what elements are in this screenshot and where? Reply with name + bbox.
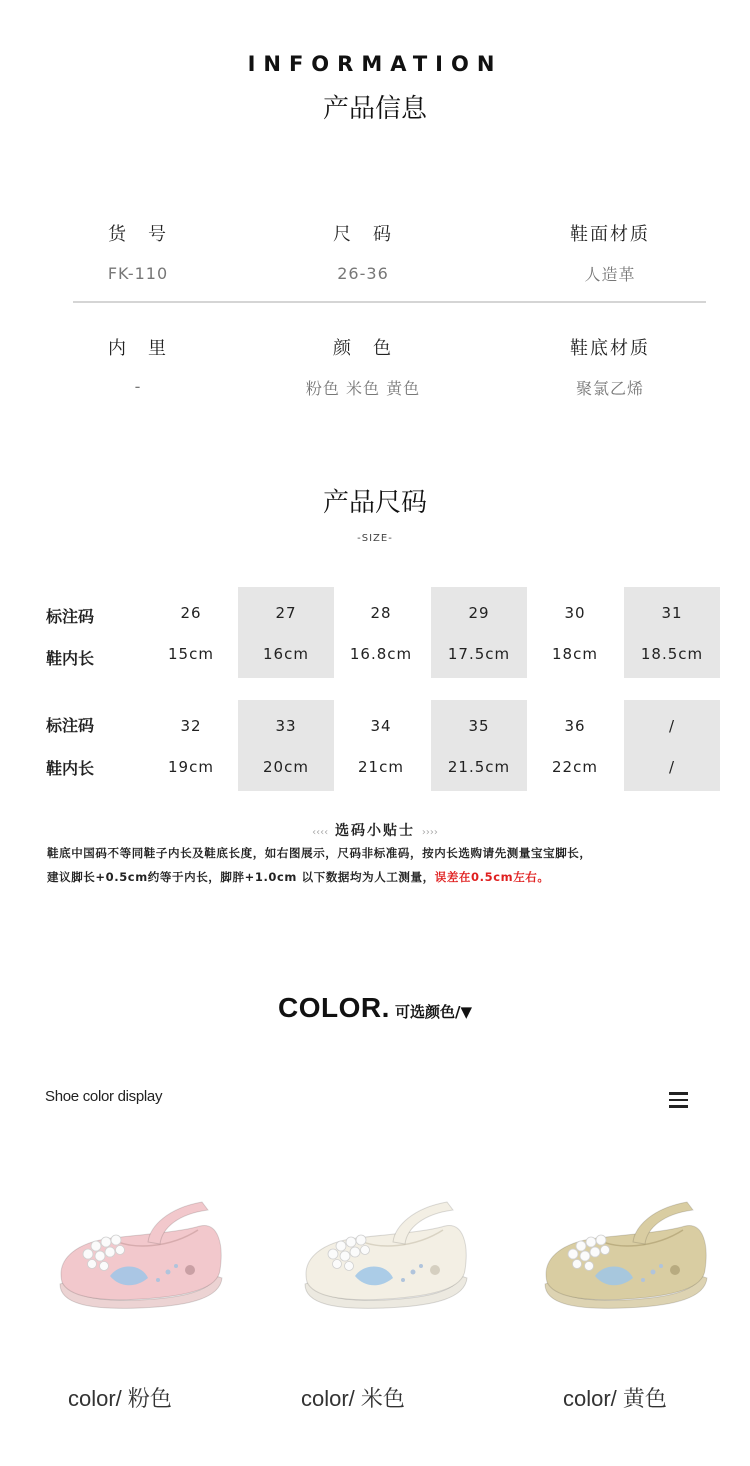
spec-value-upper-material: 人造革 <box>584 265 636 284</box>
section-title-en: INFORMATION <box>247 52 503 76</box>
length-value: 17.5cm <box>447 645 511 663</box>
size-column <box>143 700 239 791</box>
shoe-image-yellow <box>535 1196 715 1326</box>
spec-value-color: 粉色 米色 黄色 <box>305 379 421 398</box>
spec-divider <box>73 301 706 303</box>
spec-label-item-no: 货 号 <box>108 224 168 245</box>
shoe-image-pink <box>50 1196 230 1326</box>
size-value: 30 <box>564 604 586 622</box>
size-value: 33 <box>275 717 297 735</box>
section-title-cn: 产品信息 <box>322 94 427 124</box>
spec-label-lining: 内 里 <box>108 338 168 359</box>
spec-label-upper-material: 鞋面材质 <box>570 224 650 245</box>
length-value: 21.5cm <box>447 758 511 776</box>
size-value: 28 <box>370 604 392 622</box>
menu-icon[interactable] <box>669 1092 688 1108</box>
color-caption-yellow: color/ 黄色 <box>563 1386 667 1411</box>
size-column <box>238 700 334 791</box>
size-title-en: -SIZE- <box>357 533 393 544</box>
tips-deco-right: ›››› <box>421 827 438 838</box>
size-column <box>333 700 429 791</box>
length-value: 21cm <box>358 758 404 776</box>
spec-label-size: 尺 码 <box>333 224 393 245</box>
size-column <box>527 700 623 791</box>
length-value: 16cm <box>263 645 309 663</box>
size-column <box>238 587 334 678</box>
size-column <box>431 587 527 678</box>
length-value: 16.8cm <box>349 645 413 663</box>
spec-value-item-no: FK-110 <box>107 264 169 283</box>
size-value: 34 <box>370 717 392 735</box>
size-value: 29 <box>468 604 490 622</box>
tips-title-text: 选码小贴士 <box>335 823 415 839</box>
size-title-cn: 产品尺码 <box>322 488 427 518</box>
size-column <box>431 700 527 791</box>
tips-title <box>0 820 750 840</box>
size-value: 31 <box>661 604 683 622</box>
tips-line-2-text: 建议脚长+0.5cm约等于内长，脚胖+1.0cm 以下数据均为人工测量， <box>47 870 435 884</box>
length-value: 18cm <box>552 645 598 663</box>
size-column <box>333 587 429 678</box>
size-value: 32 <box>180 717 202 735</box>
tips-line-2 <box>47 869 550 885</box>
size-row-label: 标注码 <box>46 716 95 735</box>
length-value: 22cm <box>552 758 598 776</box>
size-column <box>624 587 720 678</box>
spec-label-sole-material: 鞋底材质 <box>570 338 650 359</box>
color-title-small: 可选颜色/▼ <box>394 1003 472 1021</box>
color-caption-pink: color/ 粉色 <box>68 1386 172 1411</box>
size-value: 26 <box>180 604 202 622</box>
size-column <box>624 700 720 791</box>
length-value: / <box>668 758 676 776</box>
size-column <box>143 587 239 678</box>
size-value: 27 <box>275 604 297 622</box>
spec-value-size: 26-36 <box>337 264 389 283</box>
length-value: 18.5cm <box>640 645 704 663</box>
size-value: / <box>668 717 676 735</box>
length-row-label: 鞋内长 <box>46 759 95 778</box>
size-value: 36 <box>564 717 586 735</box>
color-title-big: COLOR. <box>278 992 390 1023</box>
size-column <box>527 587 623 678</box>
color-title <box>0 992 750 1024</box>
shoe-color-display-label: Shoe color display <box>45 1088 163 1105</box>
color-caption-beige: color/ 米色 <box>301 1386 405 1411</box>
size-value: 35 <box>468 717 490 735</box>
tips-deco-left: ‹‹‹‹ <box>312 827 329 838</box>
length-value: 20cm <box>263 758 309 776</box>
length-value: 15cm <box>168 645 214 663</box>
tips-line-1: 鞋底中国码不等同鞋子内长及鞋底长度，如右图展示，尺码非标准码，按内长选购请先测量宝宝脚长， <box>47 846 592 860</box>
spec-value-sole-material: 聚氯乙烯 <box>575 379 644 398</box>
size-row-label: 标注码 <box>46 607 95 626</box>
shoe-image-beige <box>295 1196 475 1326</box>
spec-value-lining: - <box>134 377 142 396</box>
tips-error-note: 误差在0.5cm左右。 <box>434 870 550 884</box>
length-row-label: 鞋内长 <box>46 649 95 668</box>
spec-label-color: 颜 色 <box>333 338 393 359</box>
length-value: 19cm <box>168 758 214 776</box>
